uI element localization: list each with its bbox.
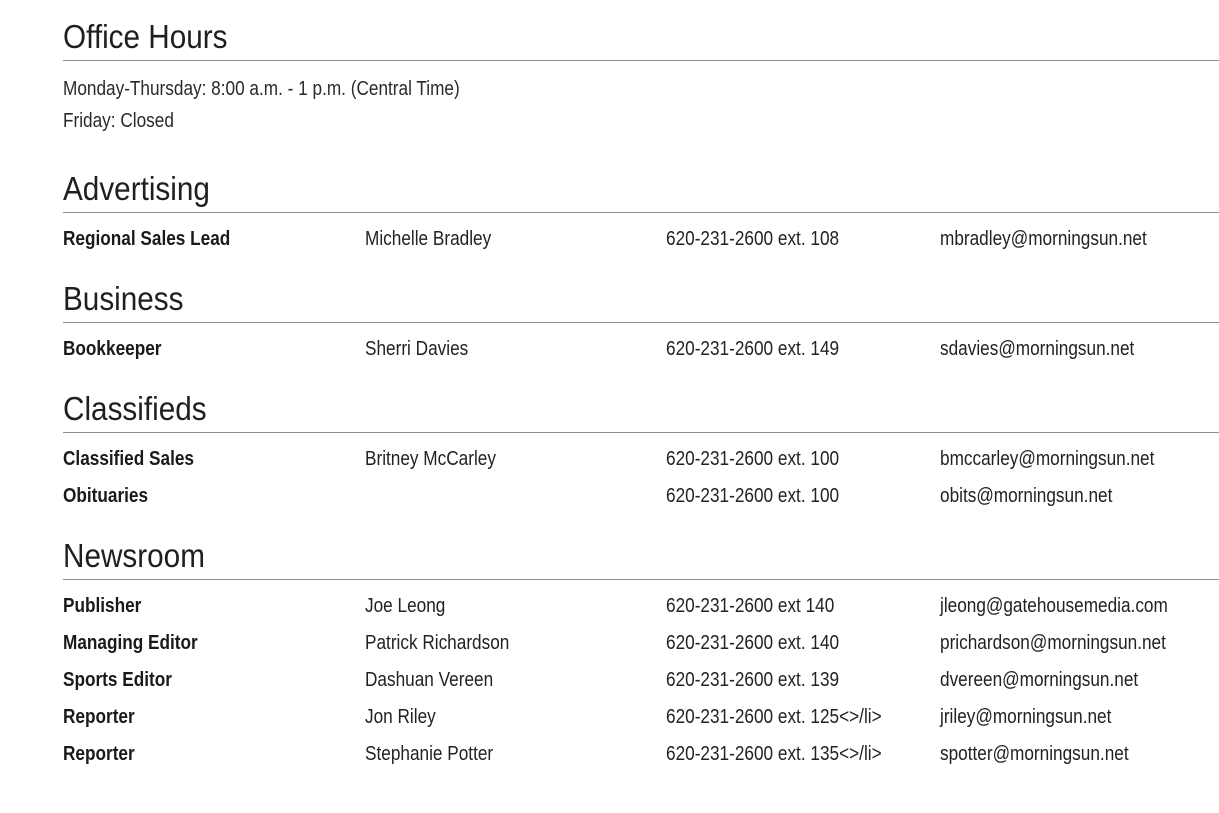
- contact-email-link[interactable]: sdavies@morningsun.net: [940, 338, 1135, 360]
- contact-title: Reporter: [63, 706, 135, 728]
- contact-row: [63, 625, 1219, 662]
- contact-row: [63, 331, 1219, 368]
- advertising-heading: Advertising: [63, 170, 210, 207]
- office-hours-heading: Office Hours: [63, 18, 228, 55]
- classifieds-heading: Classifieds: [63, 390, 207, 427]
- contact-phone: 620-231-2600 ext 140: [666, 595, 835, 617]
- contact-phone: 620-231-2600 ext. 100: [666, 448, 840, 470]
- advertising-heading-wrap: [63, 168, 1219, 213]
- contact-email-link[interactable]: obits@morningsun.net: [940, 485, 1113, 507]
- contact-phone: 620-231-2600 ext. 108: [666, 228, 840, 250]
- business-heading: Business: [63, 280, 184, 317]
- hours-line-weekdays: Monday-Thursday: 8:00 a.m. - 1 p.m. (Central Time): [63, 78, 460, 100]
- contact-phone: 620-231-2600 ext. 135<>/li>: [666, 743, 882, 765]
- contact-title: Regional Sales Lead: [63, 228, 231, 250]
- contact-row: [63, 478, 1219, 515]
- newsroom-heading: Newsroom: [63, 537, 205, 574]
- contact-name: Britney McCarley: [365, 448, 496, 470]
- contact-row: [63, 441, 1219, 478]
- contact-name: Michelle Bradley: [365, 228, 492, 250]
- contact-name: Joe Leong: [365, 595, 446, 617]
- contact-phone: 620-231-2600 ext. 140: [666, 632, 840, 654]
- contact-row: [63, 662, 1219, 699]
- contact-title: Classified Sales: [63, 448, 194, 470]
- contact-name: Jon Riley: [365, 706, 436, 728]
- contact-phone: 620-231-2600 ext. 125<>/li>: [666, 706, 882, 728]
- contact-row: [63, 736, 1219, 773]
- hours-line-friday: Friday: Closed: [63, 110, 174, 132]
- contact-title: Reporter: [63, 743, 135, 765]
- contact-phone: 620-231-2600 ext. 149: [666, 338, 840, 360]
- contact-title: Obituaries: [63, 485, 149, 507]
- business-section: [63, 278, 1219, 368]
- contact-row: [63, 221, 1219, 258]
- contact-email-link[interactable]: jriley@morningsun.net: [940, 706, 1112, 728]
- contact-row: [63, 699, 1219, 736]
- contact-phone: 620-231-2600 ext. 139: [666, 669, 840, 691]
- office-hours-section: [63, 0, 1219, 137]
- contact-email-link[interactable]: bmccarley@morningsun.net: [940, 448, 1155, 470]
- classifieds-heading-wrap: [63, 388, 1219, 433]
- contact-title: Managing Editor: [63, 632, 198, 654]
- contact-title: Sports Editor: [63, 669, 172, 691]
- contact-email-link[interactable]: prichardson@morningsun.net: [940, 632, 1166, 654]
- contact-email-link[interactable]: mbradley@morningsun.net: [940, 228, 1147, 250]
- contact-name: Stephanie Potter: [365, 743, 494, 765]
- business-heading-wrap: [63, 278, 1219, 323]
- advertising-section: [63, 168, 1219, 258]
- contact-email-link[interactable]: dvereen@morningsun.net: [940, 669, 1139, 691]
- contact-phone: 620-231-2600 ext. 100: [666, 485, 840, 507]
- contact-email-link[interactable]: spotter@morningsun.net: [940, 743, 1129, 765]
- contact-row: [63, 588, 1219, 625]
- office-hours-text: [63, 61, 1219, 137]
- contact-name: Sherri Davies: [365, 338, 469, 360]
- contact-email-link[interactable]: jleong@gatehousemedia.com: [940, 595, 1168, 617]
- newsroom-heading-wrap: [63, 535, 1219, 580]
- contact-title: Publisher: [63, 595, 142, 617]
- contact-name: Patrick Richardson: [365, 632, 510, 654]
- classifieds-section: [63, 388, 1219, 515]
- contact-name: Dashuan Vereen: [365, 669, 494, 691]
- office-hours-heading-wrap: [63, 0, 1219, 61]
- contact-title: Bookkeeper: [63, 338, 162, 360]
- newsroom-section: [63, 535, 1219, 773]
